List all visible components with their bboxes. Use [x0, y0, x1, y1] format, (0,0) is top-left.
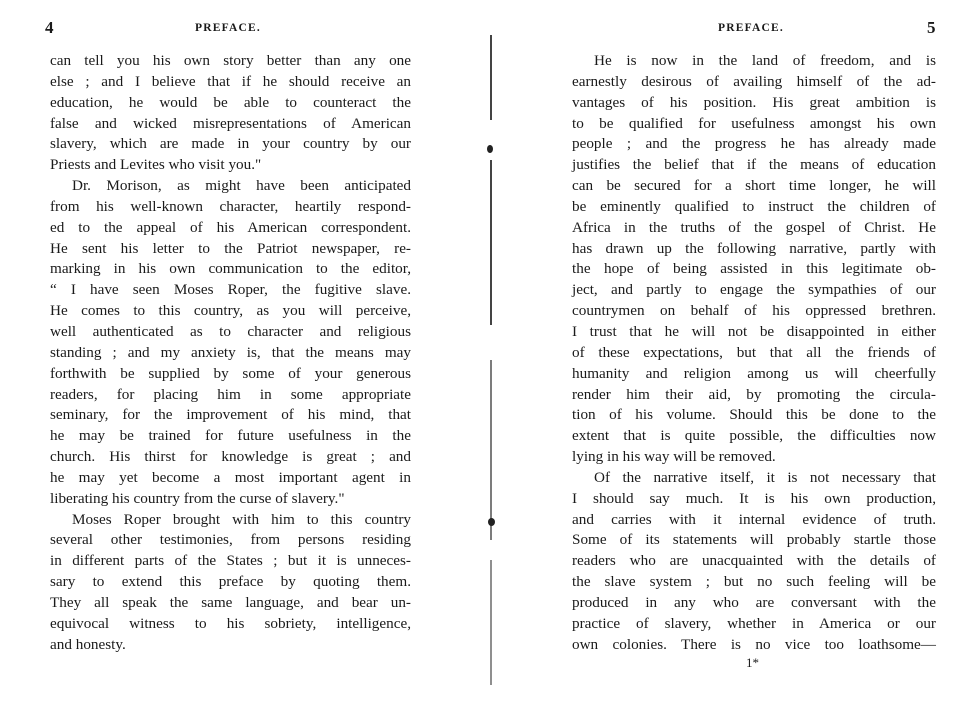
- text-line: I should say much. It is his own production,: [572, 489, 936, 507]
- text-line: and honesty.: [50, 635, 126, 653]
- text-line: liberating his country from the curse of slavery.": [50, 489, 345, 507]
- text-line: Priests and Levites who visit you.": [50, 156, 262, 174]
- text-line: he may be trained for future usefulness in the: [50, 427, 411, 445]
- text-line: well authenticated as to character and religious: [50, 322, 411, 340]
- text-line: extent that is quite possible, the difficulties now: [572, 427, 936, 445]
- text-line: Some of its statements will probably startle those: [572, 531, 936, 549]
- left-page-body: [50, 51, 411, 655]
- text-line: humanity and religion among us will cheerfully: [572, 364, 936, 382]
- text-line: ed to the appeal of his American correspondent.: [50, 218, 411, 236]
- text-line: from his well-known character, heartily respond-: [50, 197, 411, 215]
- text-line: own colonies. There is no vice too loathsome—: [572, 635, 936, 653]
- text-line: He is now in the land of freedom, and is: [594, 52, 936, 69]
- text-line: has drawn up the following narrative, partly with: [572, 239, 936, 257]
- text-line: sary to extend this preface by quoting them.: [50, 573, 411, 591]
- text-line: the hope of being assisted in this legitimate ob-: [572, 260, 936, 278]
- left-running-head: PREFACE.: [195, 22, 261, 34]
- text-line: false and wicked misrepresentations of American: [50, 114, 411, 132]
- text-line: forthwith be supplied by some of your generous: [50, 364, 411, 382]
- text-line: of these expectations, but that all the friends of: [572, 343, 936, 361]
- text-line: else ; and I believe that if he should receive an: [50, 72, 411, 90]
- text-line: can be secured for a short time longer, he will: [572, 177, 936, 195]
- text-line: countrymen on behalf of his oppressed brethren.: [572, 302, 936, 320]
- text-line: Moses Roper brought with him to this country: [72, 510, 411, 528]
- text-line: can tell you his own story better than any one: [50, 52, 411, 69]
- text-line: readers, for placing him in some appropriate: [50, 385, 411, 403]
- text-line: They all speak the same language, and bear un-: [50, 593, 411, 611]
- signature-mark: 1*: [746, 655, 759, 670]
- text-line: render him their aid, by promoting the circula-: [572, 385, 936, 403]
- text-line: Of the narrative itself, it is not necessary that: [594, 468, 936, 486]
- text-line: ject, and partly to engage the sympathies of our: [572, 281, 936, 299]
- text-line: lying in his way will be removed.: [572, 448, 776, 466]
- text-line: seminary, for the improvement of his mind, that: [50, 406, 411, 424]
- text-line: and carries with it internal evidence of truth.: [572, 510, 936, 528]
- right-page-number: 5: [927, 18, 937, 37]
- text-line: the slave system ; but no such feeling will be: [572, 573, 936, 591]
- text-line: I trust that he will not be disappointed in either: [572, 322, 936, 340]
- text-line: to be qualified for usefulness amongst his own: [572, 114, 936, 132]
- text-line: in different parts of the States ; but it is unneces-: [50, 552, 411, 570]
- text-line: education, he would be able to counteract the: [50, 93, 411, 111]
- text-line: slavery, which are made in your country by our: [50, 135, 411, 153]
- text-line: practice of slavery, whether in America or our: [572, 614, 936, 632]
- text-line: church. His thirst for knowledge is great ; and: [50, 448, 411, 466]
- text-line: Dr. Morison, as might have been anticipated: [72, 177, 411, 195]
- text-line: readers who are unacquainted with the details of: [572, 552, 936, 570]
- text-line: He comes to this country, as you will perceive,: [50, 302, 411, 320]
- text-line: Africa in the truths of the gospel of Christ. He: [572, 218, 936, 236]
- text-line: he may yet become a most important agent in: [50, 468, 411, 486]
- text-line: He sent his letter to the Patriot newspaper, re-: [50, 239, 411, 257]
- right-running-head: PREFACE.: [718, 22, 784, 34]
- text-line: be eminently qualified to instruct the children of: [572, 197, 936, 215]
- text-line: “ I have seen Moses Roper, the fugitive slave.: [50, 281, 411, 299]
- text-line: vantages of his position. His great ambition is: [572, 93, 936, 111]
- right-page-body: [572, 51, 936, 655]
- text-line: justifies the belief that if the means of education: [572, 156, 936, 174]
- text-line: standing ; and my anxiety is, that the means may: [50, 343, 411, 361]
- text-line: several other testimonies, from persons residing: [50, 531, 411, 549]
- left-page: [0, 0, 480, 724]
- right-page: [500, 0, 980, 724]
- text-line: earnestly desirous of availing himself of the ad-: [572, 72, 936, 90]
- text-line: produced in any who are conversant with the: [572, 593, 936, 611]
- text-line: people ; and the progress he has already made: [572, 135, 936, 153]
- text-line: equivocal witness to his sobriety, intelligence,: [50, 614, 411, 632]
- text-line: marking in his own communication to the editor,: [50, 260, 411, 278]
- text-line: tion of his volume. Should this be done to the: [572, 406, 936, 424]
- left-page-number: 4: [45, 18, 55, 37]
